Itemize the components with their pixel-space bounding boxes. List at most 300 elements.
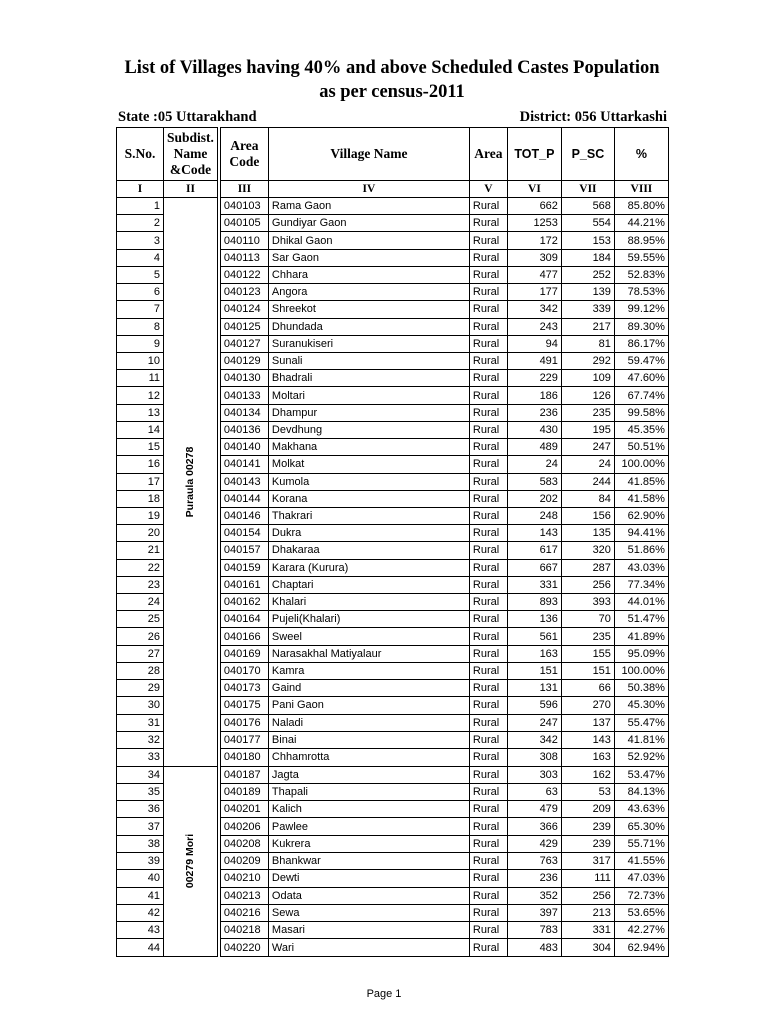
cell-p-sc: 84 <box>561 490 614 507</box>
cell-area: Rural <box>469 576 507 593</box>
cell-area-code: 040169 <box>220 645 268 662</box>
cell-sno: 6 <box>117 284 164 301</box>
cell-tot-p: 893 <box>507 594 561 611</box>
cell-percent: 47.03% <box>614 870 668 887</box>
cell-area-code: 040129 <box>220 352 268 369</box>
cell-sno: 23 <box>117 576 164 593</box>
cell-sno: 41 <box>117 887 164 904</box>
cell-tot-p: 63 <box>507 783 561 800</box>
document-title <box>0 56 768 104</box>
cell-sno: 26 <box>117 628 164 645</box>
cell-area: Rural <box>469 714 507 731</box>
cell-area: Rural <box>469 645 507 662</box>
cell-percent: 41.89% <box>614 628 668 645</box>
cell-tot-p: 491 <box>507 352 561 369</box>
cell-area-code: 040140 <box>220 439 268 456</box>
cell-area-code: 040216 <box>220 904 268 921</box>
cell-area: Rural <box>469 887 507 904</box>
cell-percent: 44.21% <box>614 215 668 232</box>
cell-area: Rural <box>469 749 507 767</box>
cell-sno: 8 <box>117 318 164 335</box>
cell-area-code: 040201 <box>220 801 268 818</box>
cell-village-name: Rama Gaon <box>268 198 469 215</box>
cell-p-sc: 239 <box>561 818 614 835</box>
cell-percent: 59.55% <box>614 249 668 266</box>
cell-tot-p: 342 <box>507 731 561 748</box>
page-number: Page 1 <box>366 988 402 1000</box>
cell-village-name: Dewti <box>268 870 469 887</box>
cell-sno: 20 <box>117 525 164 542</box>
cell-area: Rural <box>469 594 507 611</box>
cell-p-sc: 109 <box>561 370 614 387</box>
cell-tot-p: 151 <box>507 662 561 679</box>
cell-p-sc: 331 <box>561 922 614 939</box>
cell-percent: 55.47% <box>614 714 668 731</box>
cell-percent: 51.86% <box>614 542 668 559</box>
cell-sno: 30 <box>117 697 164 714</box>
cell-p-sc: 235 <box>561 404 614 421</box>
cell-area-code: 040124 <box>220 301 268 318</box>
cell-area-code: 040157 <box>220 542 268 559</box>
header-village-name: Village Name <box>268 128 469 181</box>
cell-village-name: Jagta <box>268 766 469 783</box>
cell-percent: 43.63% <box>614 801 668 818</box>
cell-area: Rural <box>469 318 507 335</box>
cell-tot-p: 136 <box>507 611 561 628</box>
cell-area-code: 040113 <box>220 249 268 266</box>
cell-percent: 88.95% <box>614 232 668 249</box>
cell-village-name: Dhampur <box>268 404 469 421</box>
cell-area-code: 040134 <box>220 404 268 421</box>
cell-p-sc: 155 <box>561 645 614 662</box>
cell-village-name: Wari <box>268 939 469 956</box>
cell-sno: 18 <box>117 490 164 507</box>
cell-percent: 77.34% <box>614 576 668 593</box>
cell-area-code: 040127 <box>220 335 268 352</box>
cell-sno: 17 <box>117 473 164 490</box>
cell-area: Rural <box>469 352 507 369</box>
cell-sno: 10 <box>117 352 164 369</box>
cell-area: Rural <box>469 370 507 387</box>
cell-tot-p: 236 <box>507 870 561 887</box>
cell-area: Rural <box>469 198 507 215</box>
cell-tot-p: 247 <box>507 714 561 731</box>
cell-sno: 12 <box>117 387 164 404</box>
cell-sno: 44 <box>117 939 164 956</box>
cell-area-code: 040166 <box>220 628 268 645</box>
cell-area-code: 040189 <box>220 783 268 800</box>
cell-sno: 29 <box>117 680 164 697</box>
cell-percent: 50.38% <box>614 680 668 697</box>
cell-sno: 4 <box>117 249 164 266</box>
cell-sno: 22 <box>117 559 164 576</box>
cell-area: Rural <box>469 801 507 818</box>
cell-percent: 41.58% <box>614 490 668 507</box>
cell-tot-p: 331 <box>507 576 561 593</box>
cell-village-name: Kukrera <box>268 835 469 852</box>
cell-tot-p: 177 <box>507 284 561 301</box>
cell-village-name: Kumola <box>268 473 469 490</box>
cell-village-name: Odata <box>268 887 469 904</box>
cell-area-code: 040175 <box>220 697 268 714</box>
cell-sno: 37 <box>117 818 164 835</box>
cell-sno: 40 <box>117 870 164 887</box>
cell-area: Rural <box>469 731 507 748</box>
cell-tot-p: 236 <box>507 404 561 421</box>
cell-area: Rural <box>469 697 507 714</box>
cell-area-code: 040187 <box>220 766 268 783</box>
header-sno: S.No. <box>117 128 164 181</box>
cell-area: Rural <box>469 628 507 645</box>
cell-p-sc: 156 <box>561 507 614 524</box>
cell-tot-p: 583 <box>507 473 561 490</box>
cell-p-sc: 153 <box>561 232 614 249</box>
cell-tot-p: 303 <box>507 766 561 783</box>
roman-4: IV <box>268 181 469 198</box>
cell-village-name: Bhankwar <box>268 853 469 870</box>
cell-area: Rural <box>469 421 507 438</box>
villages-table <box>116 127 669 957</box>
cell-area: Rural <box>469 783 507 800</box>
cell-area-code: 040220 <box>220 939 268 956</box>
cell-area: Rural <box>469 559 507 576</box>
cell-village-name: Dhundada <box>268 318 469 335</box>
cell-area: Rural <box>469 335 507 352</box>
title-line-1: List of Villages having 40% and above Scheduled Castes Population <box>124 58 660 78</box>
header-area-code: Area Code <box>220 128 268 181</box>
cell-sno: 28 <box>117 662 164 679</box>
cell-area: Rural <box>469 301 507 318</box>
cell-village-name: Suranukiseri <box>268 335 469 352</box>
cell-p-sc: 184 <box>561 249 614 266</box>
cell-p-sc: 111 <box>561 870 614 887</box>
cell-percent: 52.83% <box>614 266 668 283</box>
roman-1: I <box>117 181 164 198</box>
table-body <box>117 198 669 957</box>
cell-village-name: Gundiyar Gaon <box>268 215 469 232</box>
roman-numeral-row <box>117 181 669 198</box>
cell-percent: 67.74% <box>614 387 668 404</box>
cell-sno: 42 <box>117 904 164 921</box>
cell-sno: 11 <box>117 370 164 387</box>
cell-tot-p: 308 <box>507 749 561 767</box>
cell-tot-p: 202 <box>507 490 561 507</box>
cell-sno: 35 <box>117 783 164 800</box>
cell-p-sc: 213 <box>561 904 614 921</box>
cell-area-code: 040208 <box>220 835 268 852</box>
cell-village-name: Gaind <box>268 680 469 697</box>
cell-area-code: 040130 <box>220 370 268 387</box>
cell-area-code: 040103 <box>220 198 268 215</box>
cell-village-name: Sunali <box>268 352 469 369</box>
cell-sno: 1 <box>117 198 164 215</box>
cell-p-sc: 70 <box>561 611 614 628</box>
cell-p-sc: 317 <box>561 853 614 870</box>
cell-area: Rural <box>469 853 507 870</box>
cell-percent: 44.01% <box>614 594 668 611</box>
cell-p-sc: 66 <box>561 680 614 697</box>
cell-percent: 53.65% <box>614 904 668 921</box>
cell-p-sc: 554 <box>561 215 614 232</box>
cell-sno: 19 <box>117 507 164 524</box>
cell-area: Rural <box>469 904 507 921</box>
cell-p-sc: 24 <box>561 456 614 473</box>
cell-area-code: 040210 <box>220 870 268 887</box>
cell-village-name: Bhadrali <box>268 370 469 387</box>
cell-percent: 47.60% <box>614 370 668 387</box>
cell-tot-p: 483 <box>507 939 561 956</box>
cell-village-name: Moltari <box>268 387 469 404</box>
cell-area: Rural <box>469 215 507 232</box>
cell-p-sc: 270 <box>561 697 614 714</box>
cell-p-sc: 137 <box>561 714 614 731</box>
cell-area: Rural <box>469 818 507 835</box>
cell-area-code: 040146 <box>220 507 268 524</box>
cell-percent: 100.00% <box>614 662 668 679</box>
cell-area-code: 040176 <box>220 714 268 731</box>
cell-area: Rural <box>469 662 507 679</box>
state-label: State :05 Uttarakhand <box>118 109 257 125</box>
roman-3: III <box>220 181 268 198</box>
cell-village-name: Khalari <box>268 594 469 611</box>
cell-village-name: Chhara <box>268 266 469 283</box>
cell-sno: 21 <box>117 542 164 559</box>
cell-p-sc: 320 <box>561 542 614 559</box>
cell-p-sc: 162 <box>561 766 614 783</box>
roman-7: VII <box>561 181 614 198</box>
header-p-sc: P_SC <box>561 128 614 181</box>
cell-tot-p: 479 <box>507 801 561 818</box>
cell-village-name: Pawlee <box>268 818 469 835</box>
cell-area: Rural <box>469 456 507 473</box>
cell-percent: 99.12% <box>614 301 668 318</box>
cell-sno: 15 <box>117 439 164 456</box>
cell-area: Rural <box>469 473 507 490</box>
cell-sno: 2 <box>117 215 164 232</box>
cell-village-name: Pujeli(Khalari) <box>268 611 469 628</box>
cell-percent: 84.13% <box>614 783 668 800</box>
cell-percent: 86.17% <box>614 335 668 352</box>
cell-p-sc: 217 <box>561 318 614 335</box>
cell-p-sc: 287 <box>561 559 614 576</box>
cell-tot-p: 477 <box>507 266 561 283</box>
cell-area: Rural <box>469 232 507 249</box>
cell-village-name: Sewa <box>268 904 469 921</box>
cell-p-sc: 195 <box>561 421 614 438</box>
cell-area-code: 040218 <box>220 922 268 939</box>
cell-area-code: 040141 <box>220 456 268 473</box>
cell-village-name: Shreekot <box>268 301 469 318</box>
cell-percent: 41.55% <box>614 853 668 870</box>
cell-area: Rural <box>469 387 507 404</box>
cell-percent: 100.00% <box>614 456 668 473</box>
cell-sno: 5 <box>117 266 164 283</box>
cell-percent: 55.71% <box>614 835 668 852</box>
cell-percent: 89.30% <box>614 318 668 335</box>
cell-village-name: Naladi <box>268 714 469 731</box>
cell-village-name: Thapali <box>268 783 469 800</box>
cell-tot-p: 366 <box>507 818 561 835</box>
cell-tot-p: 397 <box>507 904 561 921</box>
cell-area: Rural <box>469 284 507 301</box>
cell-tot-p: 309 <box>507 249 561 266</box>
cell-area: Rural <box>469 611 507 628</box>
cell-area-code: 040161 <box>220 576 268 593</box>
cell-sno: 27 <box>117 645 164 662</box>
title-line-2: as per census-2011 <box>319 82 465 102</box>
cell-area: Rural <box>469 680 507 697</box>
roman-6: VI <box>507 181 561 198</box>
cell-p-sc: 247 <box>561 439 614 456</box>
cell-sno: 39 <box>117 853 164 870</box>
cell-area: Rural <box>469 939 507 956</box>
table-row <box>117 766 669 783</box>
cell-area-code: 040173 <box>220 680 268 697</box>
cell-sno: 7 <box>117 301 164 318</box>
cell-tot-p: 662 <box>507 198 561 215</box>
cell-percent: 52.92% <box>614 749 668 767</box>
header-subdist: Subdist. Name &Code <box>164 128 218 181</box>
cell-village-name: Narasakhal Matiyalaur <box>268 645 469 662</box>
header-tot-p: TOT_P <box>507 128 561 181</box>
cell-p-sc: 304 <box>561 939 614 956</box>
cell-p-sc: 126 <box>561 387 614 404</box>
cell-area: Rural <box>469 870 507 887</box>
cell-village-name: Makhana <box>268 439 469 456</box>
cell-tot-p: 243 <box>507 318 561 335</box>
cell-area: Rural <box>469 525 507 542</box>
cell-percent: 42.27% <box>614 922 668 939</box>
cell-village-name: Binai <box>268 731 469 748</box>
cell-sno: 33 <box>117 749 164 767</box>
cell-p-sc: 239 <box>561 835 614 852</box>
cell-tot-p: 229 <box>507 370 561 387</box>
cell-percent: 59.47% <box>614 352 668 369</box>
cell-p-sc: 81 <box>561 335 614 352</box>
cell-area: Rural <box>469 542 507 559</box>
cell-village-name: Molkat <box>268 456 469 473</box>
cell-sno: 38 <box>117 835 164 852</box>
cell-area-code: 040122 <box>220 266 268 283</box>
cell-sno: 36 <box>117 801 164 818</box>
cell-area: Rural <box>469 835 507 852</box>
cell-p-sc: 143 <box>561 731 614 748</box>
cell-area-code: 040206 <box>220 818 268 835</box>
cell-tot-p: 489 <box>507 439 561 456</box>
cell-area: Rural <box>469 249 507 266</box>
cell-tot-p: 143 <box>507 525 561 542</box>
cell-percent: 45.35% <box>614 421 668 438</box>
cell-percent: 41.81% <box>614 731 668 748</box>
cell-area-code: 040170 <box>220 662 268 679</box>
cell-area-code: 040133 <box>220 387 268 404</box>
cell-percent: 62.90% <box>614 507 668 524</box>
cell-p-sc: 209 <box>561 801 614 818</box>
cell-percent: 95.09% <box>614 645 668 662</box>
cell-tot-p: 131 <box>507 680 561 697</box>
cell-tot-p: 763 <box>507 853 561 870</box>
cell-sno: 3 <box>117 232 164 249</box>
header-percent: % <box>614 128 668 181</box>
cell-sno: 25 <box>117 611 164 628</box>
cell-tot-p: 1253 <box>507 215 561 232</box>
cell-area-code: 040209 <box>220 853 268 870</box>
roman-5: V <box>469 181 507 198</box>
cell-p-sc: 292 <box>561 352 614 369</box>
cell-percent: 43.03% <box>614 559 668 576</box>
cell-area: Rural <box>469 922 507 939</box>
roman-2: II <box>164 181 218 198</box>
cell-village-name: Thakrari <box>268 507 469 524</box>
cell-percent: 78.53% <box>614 284 668 301</box>
cell-sno: 14 <box>117 421 164 438</box>
cell-sno: 13 <box>117 404 164 421</box>
cell-village-name: Korana <box>268 490 469 507</box>
cell-village-name: Angora <box>268 284 469 301</box>
roman-8: VIII <box>614 181 668 198</box>
cell-area-code: 040180 <box>220 749 268 767</box>
cell-tot-p: 596 <box>507 697 561 714</box>
subdistrict-cell <box>164 198 218 767</box>
district-label: District: 056 Uttarkashi <box>519 109 667 125</box>
cell-percent: 99.58% <box>614 404 668 421</box>
subdistrict-label: Puraula 00278 <box>184 446 197 518</box>
cell-area-code: 040154 <box>220 525 268 542</box>
cell-area-code: 040136 <box>220 421 268 438</box>
cell-sno: 43 <box>117 922 164 939</box>
cell-p-sc: 256 <box>561 576 614 593</box>
cell-village-name: Dhikal Gaon <box>268 232 469 249</box>
cell-village-name: Sweel <box>268 628 469 645</box>
cell-tot-p: 561 <box>507 628 561 645</box>
cell-tot-p: 24 <box>507 456 561 473</box>
cell-area: Rural <box>469 507 507 524</box>
header-row <box>117 128 669 181</box>
cell-village-name: Devdhung <box>268 421 469 438</box>
cell-p-sc: 393 <box>561 594 614 611</box>
cell-p-sc: 139 <box>561 284 614 301</box>
cell-area-code: 040144 <box>220 490 268 507</box>
cell-p-sc: 252 <box>561 266 614 283</box>
subdistrict-cell <box>164 766 218 956</box>
cell-percent: 45.30% <box>614 697 668 714</box>
cell-p-sc: 568 <box>561 198 614 215</box>
cell-village-name: Dukra <box>268 525 469 542</box>
cell-area-code: 040164 <box>220 611 268 628</box>
cell-area: Rural <box>469 439 507 456</box>
cell-percent: 85.80% <box>614 198 668 215</box>
cell-village-name: Chaptari <box>268 576 469 593</box>
table-row <box>117 198 669 215</box>
cell-area-code: 040123 <box>220 284 268 301</box>
cell-tot-p: 186 <box>507 387 561 404</box>
cell-area: Rural <box>469 404 507 421</box>
cell-tot-p: 430 <box>507 421 561 438</box>
cell-village-name: Chhamrotta <box>268 749 469 767</box>
cell-village-name: Dhakaraa <box>268 542 469 559</box>
cell-area-code: 040105 <box>220 215 268 232</box>
cell-percent: 50.51% <box>614 439 668 456</box>
cell-tot-p: 342 <box>507 301 561 318</box>
cell-percent: 51.47% <box>614 611 668 628</box>
cell-percent: 65.30% <box>614 818 668 835</box>
cell-village-name: Kalich <box>268 801 469 818</box>
cell-tot-p: 248 <box>507 507 561 524</box>
cell-area-code: 040162 <box>220 594 268 611</box>
cell-tot-p: 783 <box>507 922 561 939</box>
cell-village-name: Pani Gaon <box>268 697 469 714</box>
subdistrict-label: 00279 Mori <box>184 834 197 889</box>
